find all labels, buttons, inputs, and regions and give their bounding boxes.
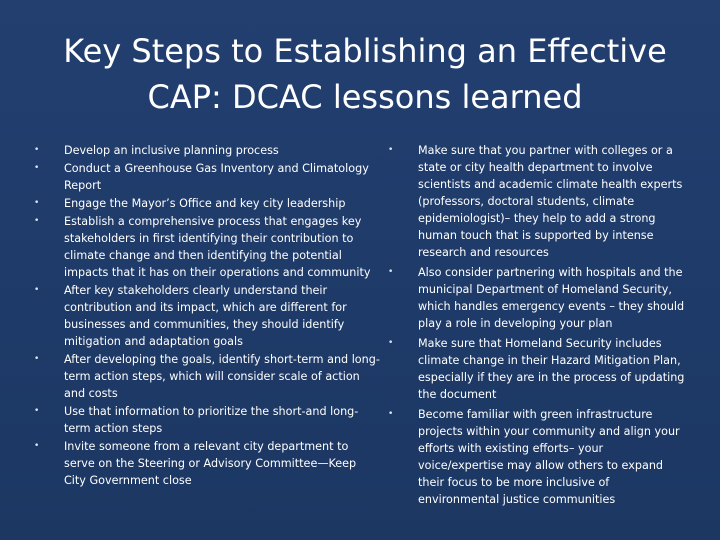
list-item-text: Invite someone from a relevant city department to serve on the Steering or Advisory Committee—Keep City Government close xyxy=(64,440,357,487)
left-bullet-list xyxy=(30,142,380,490)
list-item-text: Establish a comprehensive process that engages key stakeholders in first identifying their contribution to climate change and then identifying the potential impacts that it has on their operations and community xyxy=(64,215,371,279)
bullet-icon: • xyxy=(34,285,40,295)
list-item-text: After developing the goals, identify short-term and long-term action steps, which will consider scale of action and costs xyxy=(64,353,380,400)
list-item-text: Make sure that Homeland Security includes climate change in their Hazard Mitigation Plan, especially if they are in the process of updating the document xyxy=(418,337,685,401)
list-item-text: Conduct a Greenhouse Gas Inventory and Climatology Report xyxy=(64,162,369,192)
right-bullet-list xyxy=(384,142,690,511)
list-item xyxy=(30,213,380,281)
list-item-text: Also consider partnering with hospitals and the municipal Department of Homeland Security, which handles emergency events – they should play a role in developing your plan xyxy=(418,266,685,330)
list-item xyxy=(30,160,380,194)
list-item xyxy=(30,195,380,212)
list-item-text: Make sure that you partner with colleges or a state or city health department to involve scientists and academic climate health experts (professors, doctoral students, climate epidemiologist)– they help to add a strong human touch that is supported by intense research and resources xyxy=(418,144,683,259)
list-item-text: Use that information to prioritize the short-and long-term action steps xyxy=(64,405,359,435)
list-item-text: Engage the Mayor’s Office and key city leadership xyxy=(64,197,346,210)
list-item xyxy=(30,438,380,489)
bullet-icon: • xyxy=(34,354,40,364)
bullet-icon: • xyxy=(388,409,394,419)
bullet-icon: • xyxy=(388,145,394,155)
bullet-icon: • xyxy=(388,267,394,277)
list-item xyxy=(384,142,690,261)
list-item xyxy=(384,335,690,403)
bullet-icon: • xyxy=(34,163,40,173)
list-item xyxy=(384,406,690,508)
list-item xyxy=(30,351,380,402)
list-item-text: After key stakeholders clearly understand their contribution and its impact, which are different for businesses and communities, they should identify mitigation and adaptation goals xyxy=(64,284,347,348)
bullet-icon: • xyxy=(34,216,40,226)
list-item-text: Become familiar with green infrastructure projects within your community and align your efforts with existing efforts– your voice/expertise may allow others to expand their focus to be more inclusive of environmental justice communities xyxy=(418,408,680,506)
bullet-icon: • xyxy=(34,198,40,208)
list-item xyxy=(30,282,380,350)
bullet-icon: • xyxy=(34,441,40,451)
bullet-icon: • xyxy=(388,338,394,348)
list-item xyxy=(30,142,380,159)
list-item xyxy=(30,403,380,437)
bullet-icon: • xyxy=(34,406,40,416)
list-item xyxy=(384,264,690,332)
slide-title: Key Steps to Establishing an Effective CAP: DCAC lessons learned xyxy=(63,32,667,116)
list-item-text: Develop an inclusive planning process xyxy=(64,144,279,157)
bullet-icon: • xyxy=(34,145,40,155)
